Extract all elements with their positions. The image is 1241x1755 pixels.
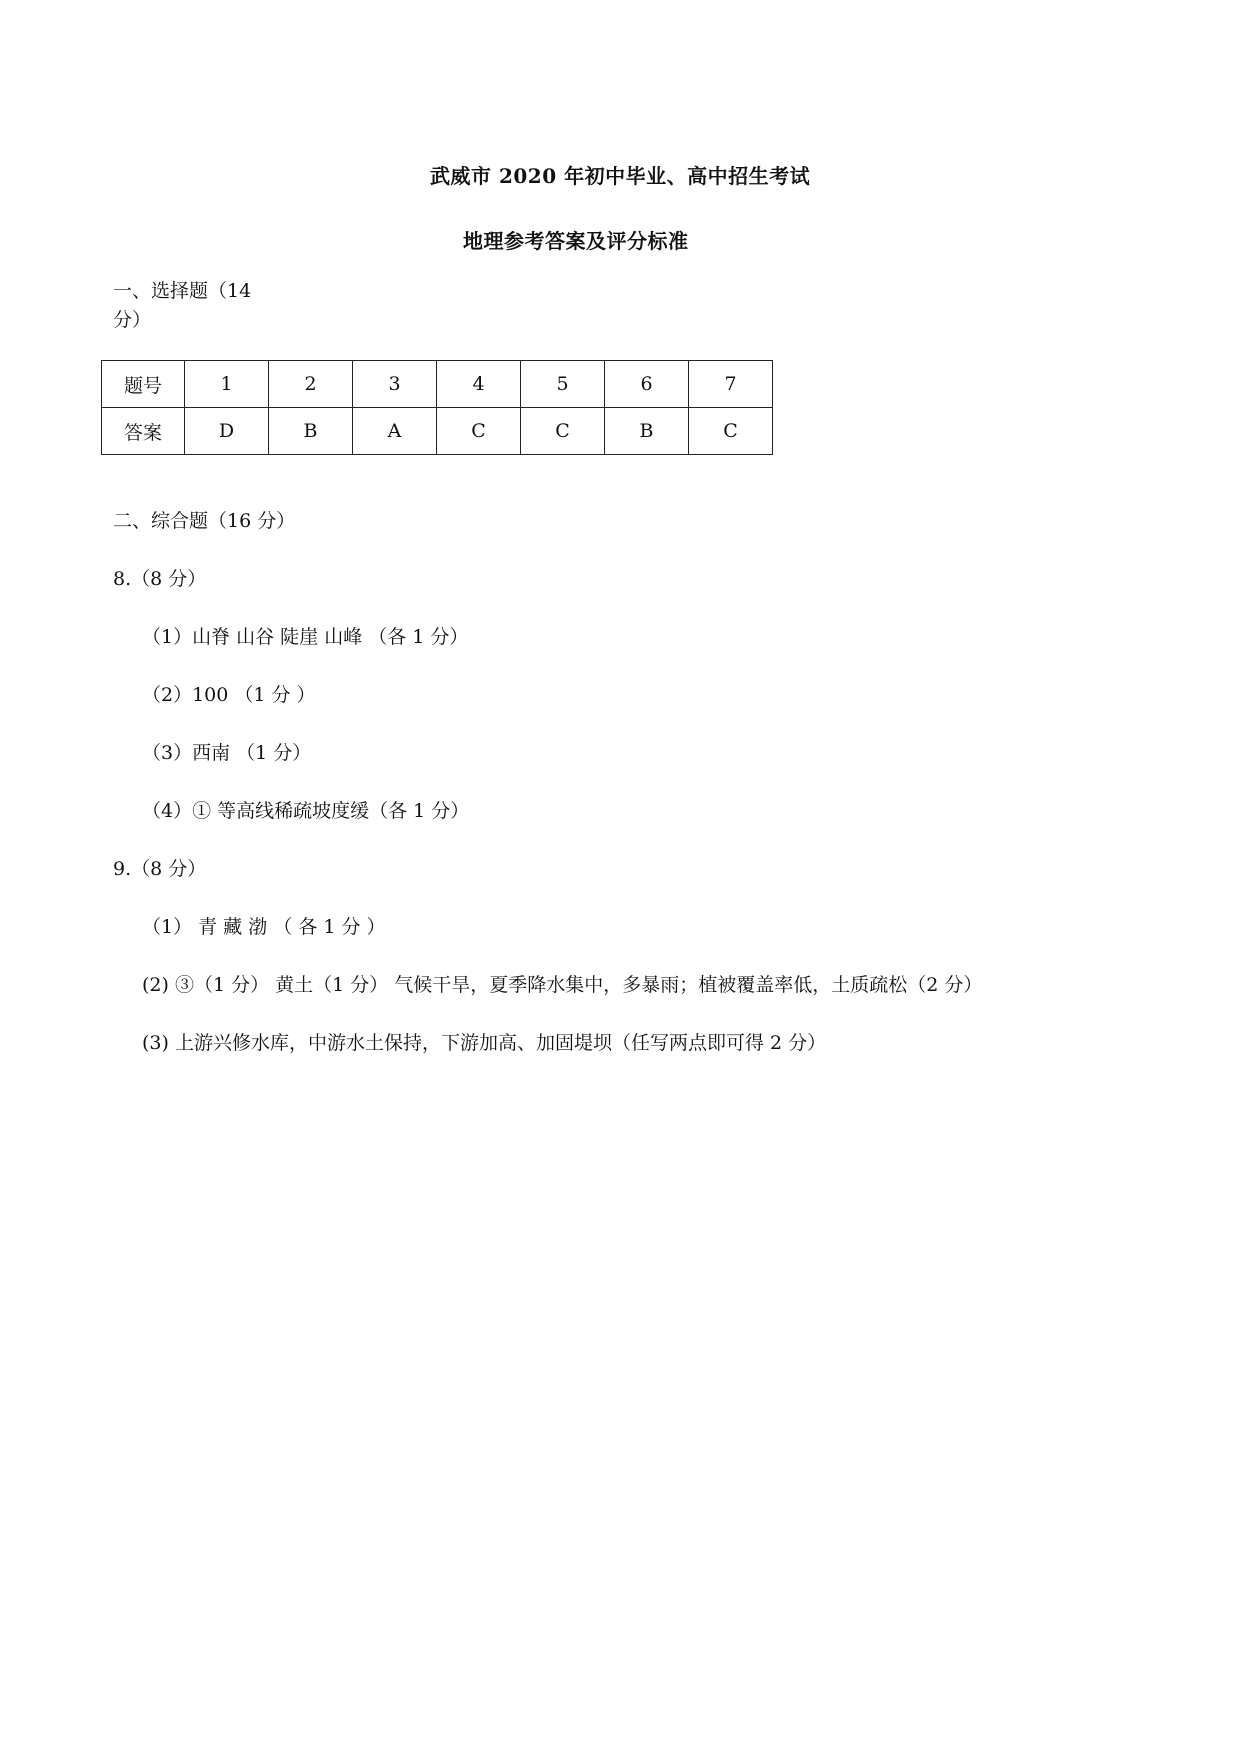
table-cell-number: 6 [605,361,689,408]
q8-item: （4）① 等高线稀疏坡度缓（各 1 分） [142,800,470,822]
q9-item: （1） 青 藏 渤 （ 各 1 分 ） [142,916,386,938]
q8-label: 8.（8 分） [113,568,207,590]
table-cell-answer: A [353,408,437,455]
table-cell-answer: C [689,408,773,455]
q9-item: (2) ③（1 分） 黄土（1 分） 气候干旱，夏季降水集中，多暴雨；植被覆盖率低，土质疏松（2 分） [142,974,983,996]
document-subtitle: 地理参考答案及评分标准 [463,229,689,253]
q8-item: （2）100 （1 分 ） [142,684,316,706]
q8-item: （1）山脊 山谷 陡崖 山峰 （各 1 分） [142,626,469,648]
answer-table [101,360,773,455]
table-row-numbers [102,361,773,408]
table-header-answer: 答案 [102,408,185,455]
table-cell-number: 4 [437,361,521,408]
section1-heading-line2: 分） [113,309,152,331]
table-cell-number: 2 [269,361,353,408]
q9-label: 9.（8 分） [113,858,207,880]
q8-item: （3）西南 （1 分） [142,742,312,764]
table-cell-answer: B [605,408,689,455]
table-cell-number: 1 [185,361,269,408]
table-cell-answer: D [185,408,269,455]
table-cell-answer: C [437,408,521,455]
table-cell-number: 7 [689,361,773,408]
table-cell-number: 5 [521,361,605,408]
section1-heading-line1: 一、选择题（14 [113,280,252,302]
section2-heading: 二、综合题（16 分） [113,510,296,532]
table-header-number: 题号 [102,361,185,408]
document-title: 武威市 2020 年初中毕业、高中招生考试 [430,164,811,188]
q9-item: (3) 上游兴修水库，中游水土保持，下游加高、加固堤坝（任写两点即可得 2 分） [142,1032,827,1054]
table-row-answers [102,408,773,455]
table-cell-number: 3 [353,361,437,408]
table-cell-answer: C [521,408,605,455]
table-cell-answer: B [269,408,353,455]
